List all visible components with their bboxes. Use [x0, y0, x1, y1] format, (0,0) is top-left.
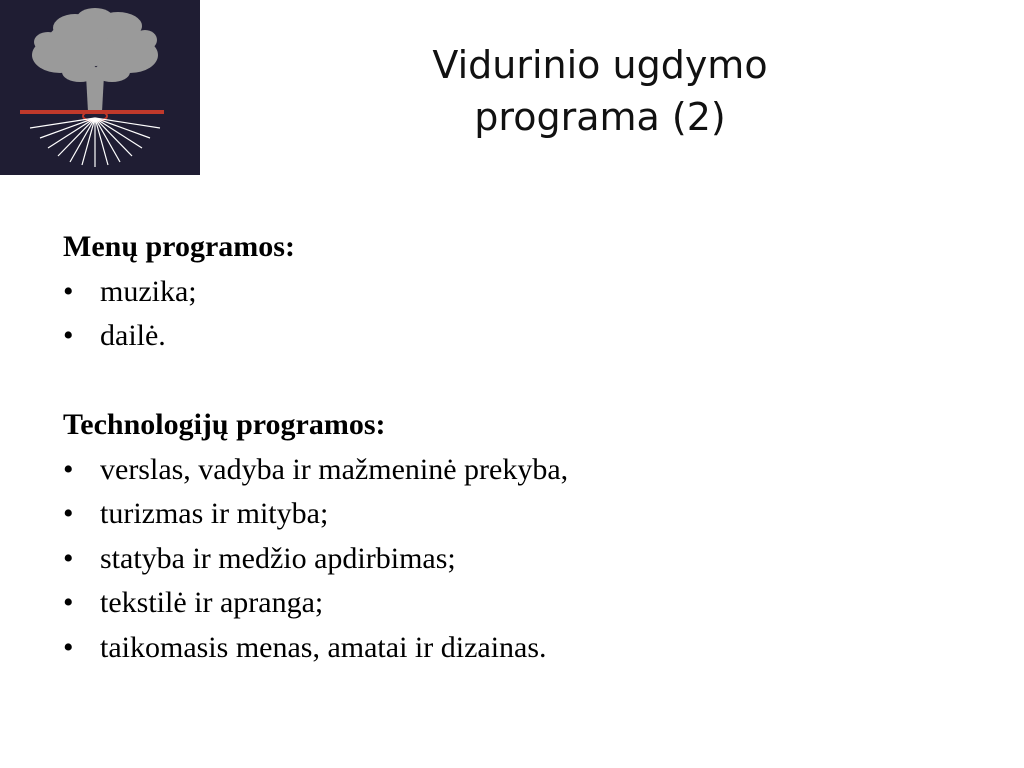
- bullet-icon: •: [63, 452, 74, 486]
- list-item: [63, 448, 963, 493]
- bullet-icon: •: [63, 274, 74, 308]
- list-item: [63, 314, 963, 359]
- bullet-icon: •: [63, 586, 74, 619]
- section-spacer: [63, 359, 963, 404]
- bullet-list: [63, 448, 963, 671]
- slide-title-line-1: Vidurinio ugdymo: [432, 43, 768, 87]
- slide-title: [300, 40, 900, 143]
- list-item-text: statyba ir medžio apdirbimas;: [100, 541, 456, 575]
- list-item-text: verslas, vadyba ir mažmeninė prekyba,: [100, 452, 569, 486]
- slide-title-line-2: programa (2): [474, 94, 726, 139]
- list-item-text: dailė.: [100, 319, 166, 352]
- bullet-list: [63, 270, 963, 359]
- list-item: [63, 537, 963, 582]
- list-item-text: tekstilė ir apranga;: [100, 586, 324, 619]
- list-item: [63, 270, 963, 315]
- list-item: [63, 492, 963, 537]
- bullet-icon: •: [63, 319, 74, 352]
- list-item: [63, 626, 963, 671]
- list-item-text: muzika;: [100, 274, 197, 308]
- tree-logo-icon: [0, 0, 200, 175]
- bullet-icon: •: [63, 497, 74, 530]
- section-arts: [63, 225, 963, 359]
- list-item: [63, 581, 963, 626]
- list-item-text: turizmas ir mityba;: [100, 497, 329, 530]
- bullet-icon: •: [63, 541, 74, 575]
- section-heading: Menų programos:: [63, 230, 295, 263]
- section-heading: Technologijų programos:: [63, 408, 386, 441]
- slide-content: [63, 225, 963, 670]
- bullet-icon: •: [63, 630, 74, 664]
- section-technologies: [63, 403, 963, 670]
- list-item-text: taikomasis menas, amatai ir dizainas.: [100, 630, 547, 664]
